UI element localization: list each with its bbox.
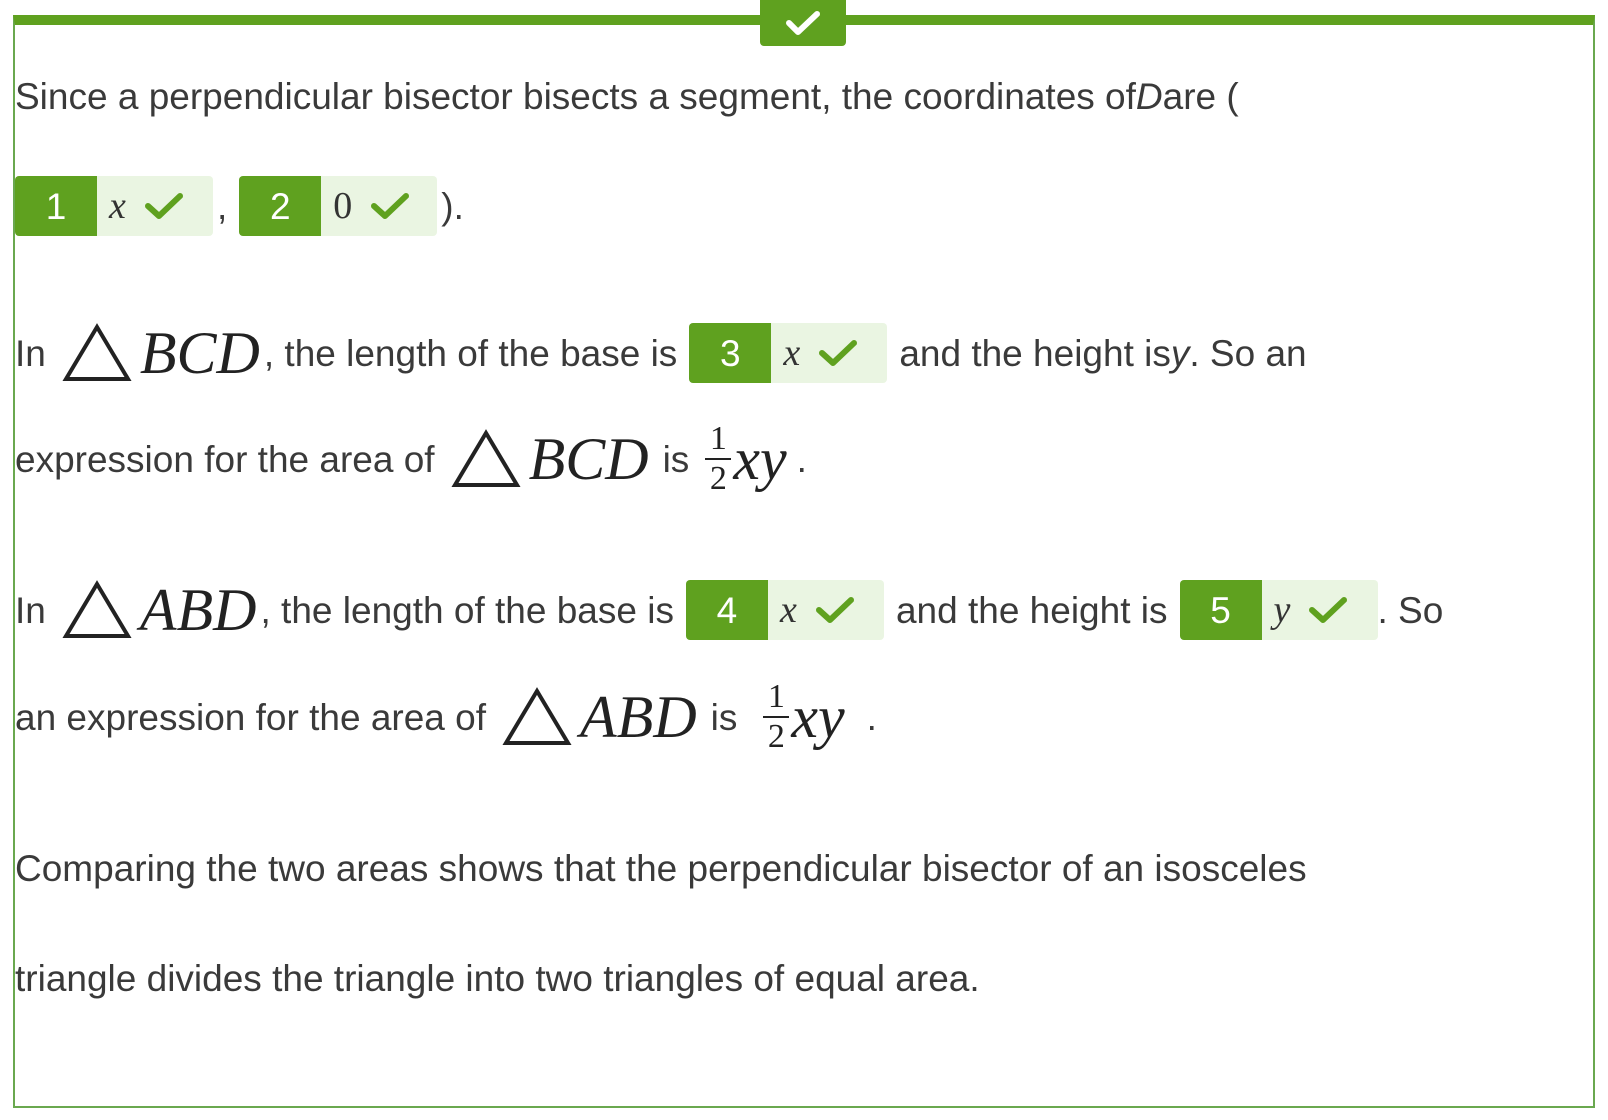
p3-text-b: and the height is [895,589,1168,631]
triangle-icon [62,323,132,383]
area-expression: xy [733,426,787,492]
close-paren: ). [441,185,464,227]
fraction-one-half [763,680,789,754]
p2-line2 [15,422,807,496]
check-icon [818,338,858,368]
triangle-icon [451,429,521,489]
fraction-one-half [705,422,731,496]
area-expression: xy [791,684,845,750]
answer-value [1262,580,1378,640]
fraction-numerator: 1 [709,420,727,457]
p2-line2-text: expression for the area of [15,438,435,480]
p1-text-b: are ( [1162,76,1239,117]
answer-value [97,176,213,236]
answer-2[interactable] [239,176,437,236]
fraction-denominator: 2 [709,460,727,497]
triangle-abd: ABD [139,577,257,643]
check-icon [815,595,855,625]
answer-number: 2 [239,176,321,236]
triangle-icon [502,687,572,747]
period: . [866,696,877,738]
p3-text-c: . So [1377,589,1444,631]
conclusion-line2: triangle divides the triangle into two triangles of equal area. [15,958,980,999]
p2-text-b: and the height is [899,332,1171,374]
answer-5[interactable] [1180,580,1378,640]
answer-value-text: y [1273,589,1291,631]
p1-line1 [15,78,1239,115]
triangle-bcd: BCD [139,320,260,386]
answer-number: 5 [1180,580,1262,640]
answer-number: 3 [689,323,771,383]
conclusion-line1: Comparing the two areas shows that the perpendicular bisector of an isosceles [15,848,1307,889]
p2-text-c: . So an [1189,332,1307,374]
answer-1[interactable] [15,176,213,236]
answer-value [321,176,437,236]
check-icon [144,191,184,221]
point-d-label: D [1135,76,1163,117]
correct-status-badge [760,0,846,46]
triangle-abd: ABD [580,684,697,750]
answer-number: 4 [686,580,768,640]
answer-value [768,580,884,640]
triangle-icon [62,580,132,640]
p2-text-a: , the length of the base is [263,332,678,374]
fraction-numerator: 1 [767,678,785,715]
p2-line1 [15,320,1307,386]
p3-line2-text: an expression for the area of [15,696,487,738]
is-label: is [662,438,690,480]
is-label: is [710,696,738,738]
p1-line2 [15,176,464,236]
height-var: y [1170,332,1190,374]
answer-value [771,323,887,383]
p1-text: Since a perpendicular bisector bisects a segment, the coordinates of [15,76,1136,117]
fraction-denominator: 2 [767,718,785,755]
p3-line2 [15,680,877,754]
period: . [796,438,807,480]
check-icon [370,191,410,221]
answer-4[interactable] [686,580,884,640]
answer-value-text: x [779,589,797,631]
comma: , [217,185,228,227]
check-icon [1308,595,1348,625]
in-label: In [15,589,46,631]
in-label: In [15,332,46,374]
p3-text-a: , the length of the base is [260,589,674,631]
p3-line1 [15,577,1444,643]
answer-value-text: x [109,185,126,227]
check-icon [786,10,820,36]
answer-value-text: 0 [333,185,353,227]
answer-3[interactable] [689,323,887,383]
answer-value-text: x [783,332,801,374]
triangle-bcd: BCD [528,426,649,492]
answer-number: 1 [15,176,97,236]
